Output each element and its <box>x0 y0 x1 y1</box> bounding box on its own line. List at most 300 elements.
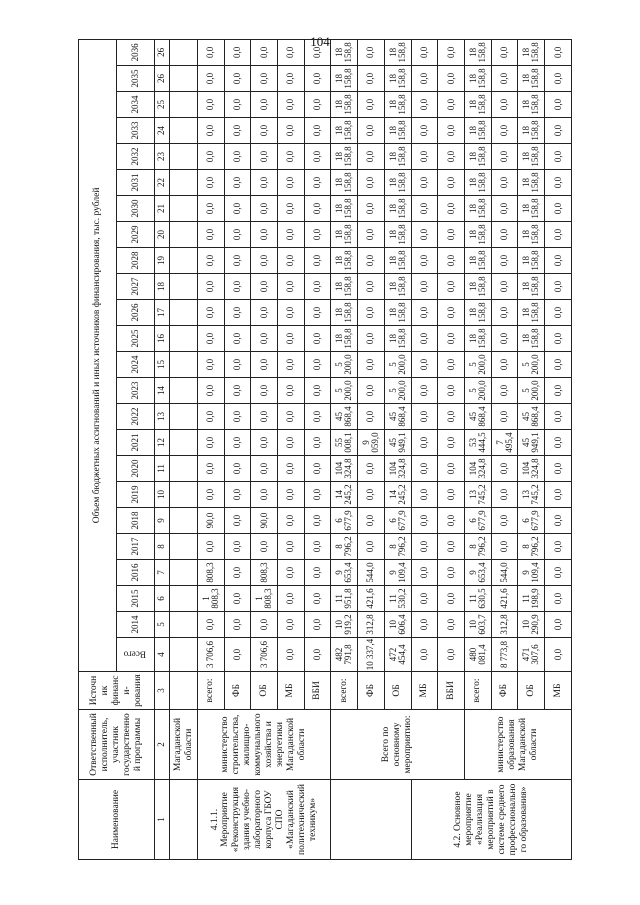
row-value <box>170 638 198 672</box>
row-value: 0,0 <box>224 66 251 92</box>
row-value: 8 796,2 <box>384 534 411 560</box>
row-value <box>170 482 198 508</box>
row-value: 0,0 <box>304 144 331 170</box>
header-col-number: 5 <box>154 612 170 638</box>
header-col-number: 12 <box>154 430 170 456</box>
row-value: 0,0 <box>438 378 465 404</box>
row-value: 0,0 <box>411 352 438 378</box>
row-value: 18 158,8 <box>384 39 411 65</box>
row-name: 4.2. Основное мероприятие «Реализация мероприятий в системе среднего профессионального образования» <box>411 780 571 860</box>
row-value: 808,3 <box>251 560 278 586</box>
row-value <box>170 612 198 638</box>
row-value: 0,0 <box>304 456 331 482</box>
row-value: 0,0 <box>278 638 305 672</box>
row-value: 0,0 <box>224 430 251 456</box>
row-value <box>170 144 198 170</box>
row-value: 0,0 <box>224 118 251 144</box>
row-value: 0,0 <box>304 118 331 144</box>
row-value: 0,0 <box>438 560 465 586</box>
row-value: 0,0 <box>545 118 572 144</box>
row-value: 0,0 <box>358 352 385 378</box>
row-value: 0,0 <box>491 170 518 196</box>
row-value: 0,0 <box>545 482 572 508</box>
row-value: 0,0 <box>358 118 385 144</box>
row-value <box>170 560 198 586</box>
row-value <box>170 118 198 144</box>
row-value: 9 109,4 <box>518 560 545 586</box>
row-value: 55 008,1 <box>331 430 358 456</box>
row-value: 0,0 <box>411 586 438 612</box>
row-value: 0,0 <box>278 326 305 352</box>
row-value: 0,0 <box>304 248 331 274</box>
row-value: 90,0 <box>197 508 224 534</box>
row-value: 808,3 <box>197 560 224 586</box>
row-value: 18 158,8 <box>518 326 545 352</box>
row-value: 0,0 <box>491 404 518 430</box>
row-value: 0,0 <box>224 638 251 672</box>
header-col-number: 16 <box>154 326 170 352</box>
row-value: 0,0 <box>545 508 572 534</box>
row-source: всего: <box>331 672 358 710</box>
row-value: 0,0 <box>251 222 278 248</box>
row-value: 0,0 <box>491 300 518 326</box>
header-col-number: 15 <box>154 352 170 378</box>
row-value: 18 158,8 <box>331 39 358 65</box>
row-source: ОБ <box>251 672 278 710</box>
row-value <box>170 456 198 482</box>
row-value: 0,0 <box>304 300 331 326</box>
header-col-number: 26 <box>154 66 170 92</box>
row-value: 18 158,8 <box>384 300 411 326</box>
row-value: 0,0 <box>358 508 385 534</box>
row-value: 0,0 <box>304 534 331 560</box>
header-year: 2033 <box>116 118 154 144</box>
row-value: 0,0 <box>411 92 438 118</box>
row-value: 0,0 <box>545 560 572 586</box>
row-value <box>170 248 198 274</box>
row-value: 0,0 <box>304 430 331 456</box>
row-value: 6 677,9 <box>384 508 411 534</box>
row-value: 5 200,0 <box>464 352 491 378</box>
row-value: 0,0 <box>251 66 278 92</box>
row-value: 0,0 <box>278 300 305 326</box>
row-value: 0,0 <box>545 586 572 612</box>
row-value <box>170 300 198 326</box>
header-col-number: 26 <box>154 39 170 65</box>
row-value: 0,0 <box>304 404 331 430</box>
row-name <box>331 780 411 860</box>
row-value: 6 677,9 <box>518 508 545 534</box>
row-value: 0,0 <box>278 404 305 430</box>
row-value: 0,0 <box>304 326 331 352</box>
row-value: 0,0 <box>304 222 331 248</box>
row-value: 0,0 <box>304 612 331 638</box>
row-value: 0,0 <box>438 118 465 144</box>
row-value: 0,0 <box>197 326 224 352</box>
header-year: 2017 <box>116 534 154 560</box>
row-value: 0,0 <box>438 430 465 456</box>
row-value <box>170 326 198 352</box>
header-col-number: 7 <box>154 560 170 586</box>
header-year: 2020 <box>116 456 154 482</box>
row-value: 0,0 <box>491 144 518 170</box>
row-value: 0,0 <box>251 248 278 274</box>
row-value: 0,0 <box>545 430 572 456</box>
row-value: 0,0 <box>491 222 518 248</box>
row-value: 8 796,2 <box>331 534 358 560</box>
row-value: 5 200,0 <box>464 378 491 404</box>
row-value: 0,0 <box>491 534 518 560</box>
row-value: 0,0 <box>304 66 331 92</box>
row-value: 0,0 <box>545 534 572 560</box>
row-value: 0,0 <box>545 39 572 65</box>
row-value: 9 653,4 <box>331 560 358 586</box>
row-value: 0,0 <box>545 92 572 118</box>
row-value: 13 745,2 <box>464 482 491 508</box>
row-value <box>170 508 198 534</box>
row-value: 0,0 <box>545 248 572 274</box>
row-value: 0,0 <box>224 222 251 248</box>
header-year: 2023 <box>116 378 154 404</box>
row-value: 0,0 <box>438 274 465 300</box>
row-value: 18 158,8 <box>518 144 545 170</box>
header-col-number: 25 <box>154 92 170 118</box>
row-value: 0,0 <box>197 248 224 274</box>
row-value: 0,0 <box>278 222 305 248</box>
row-value: 0,0 <box>251 196 278 222</box>
row-value: 0,0 <box>545 222 572 248</box>
row-value: 45 868,4 <box>518 404 545 430</box>
row-value: 18 158,8 <box>518 248 545 274</box>
header-col-number: 4 <box>154 638 170 672</box>
row-value: 0,0 <box>197 39 224 65</box>
header-year: 2031 <box>116 170 154 196</box>
header-year: 2025 <box>116 326 154 352</box>
row-name: 4.1.1. Мероприятие «Реконструкция здания учебно-лабораторного корпуса ГБОУ СПО «Магаданский политехнический техникум» <box>197 780 331 860</box>
row-source: всего: <box>464 672 491 710</box>
row-value: 11 198,9 <box>518 586 545 612</box>
row-value: 0,0 <box>251 482 278 508</box>
header-year: 2015 <box>116 586 154 612</box>
row-source: ФБ <box>358 672 385 710</box>
header-col-number: 21 <box>154 196 170 222</box>
row-value: 10 603,7 <box>464 612 491 638</box>
row-value: 10 337,4 <box>358 638 385 672</box>
row-value: 0,0 <box>197 222 224 248</box>
row-value: 7 495,4 <box>491 430 518 456</box>
row-value: 18 158,8 <box>518 118 545 144</box>
row-value: 0,0 <box>438 300 465 326</box>
row-value: 0,0 <box>411 196 438 222</box>
row-value: 480 081,4 <box>464 638 491 672</box>
row-value: 0,0 <box>197 352 224 378</box>
row-value: 0,0 <box>224 196 251 222</box>
row-value: 0,0 <box>224 300 251 326</box>
row-value: 0,0 <box>438 352 465 378</box>
header-year: 2016 <box>116 560 154 586</box>
row-value: 0,0 <box>251 118 278 144</box>
row-value: 0,0 <box>224 482 251 508</box>
row-value: 544,0 <box>358 560 385 586</box>
row-value: 11 530,2 <box>384 586 411 612</box>
header-col-number: 22 <box>154 170 170 196</box>
header-col-number: 8 <box>154 534 170 560</box>
row-value <box>170 586 198 612</box>
row-value: 0,0 <box>278 508 305 534</box>
row-value: 0,0 <box>251 404 278 430</box>
row-value: 0,0 <box>278 144 305 170</box>
row-value: 0,0 <box>545 326 572 352</box>
header-year: 2019 <box>116 482 154 508</box>
row-value: 18 158,8 <box>331 248 358 274</box>
row-source: ВБИ <box>438 672 465 710</box>
row-value: 0,0 <box>304 39 331 65</box>
row-value: 18 158,8 <box>331 300 358 326</box>
row-value: 0,0 <box>197 66 224 92</box>
row-value: 0,0 <box>411 144 438 170</box>
header-year: 2028 <box>116 248 154 274</box>
row-value: 0,0 <box>224 534 251 560</box>
row-value: 0,0 <box>197 196 224 222</box>
row-value: 0,0 <box>224 352 251 378</box>
row-value: 0,0 <box>197 378 224 404</box>
row-value: 18 158,8 <box>384 170 411 196</box>
row-value: 0,0 <box>411 612 438 638</box>
row-value: 0,0 <box>197 118 224 144</box>
row-value: 0,0 <box>411 248 438 274</box>
row-value: 18 158,8 <box>464 196 491 222</box>
row-value: 0,0 <box>491 92 518 118</box>
row-value: 312,8 <box>358 612 385 638</box>
row-value: 0,0 <box>358 222 385 248</box>
row-value: 0,0 <box>224 560 251 586</box>
row-value: 18 158,8 <box>331 222 358 248</box>
row-value: 0,0 <box>358 39 385 65</box>
row-value: 0,0 <box>545 66 572 92</box>
row-value: 0,0 <box>438 586 465 612</box>
row-value: 18 158,8 <box>518 222 545 248</box>
row-value: 18 158,8 <box>384 196 411 222</box>
row-value: 0,0 <box>304 586 331 612</box>
row-value: 0,0 <box>278 560 305 586</box>
row-value: 0,0 <box>251 326 278 352</box>
row-value: 1 808,3 <box>197 586 224 612</box>
row-value: 18 158,8 <box>464 170 491 196</box>
header-col-number: 23 <box>154 144 170 170</box>
row-value: 0,0 <box>545 456 572 482</box>
row-value: 5 200,0 <box>384 352 411 378</box>
row-value: 0,0 <box>251 144 278 170</box>
row-source: ФБ <box>491 672 518 710</box>
row-value: 0,0 <box>491 118 518 144</box>
row-value: 18 158,8 <box>518 170 545 196</box>
row-value <box>170 39 198 65</box>
row-value: 0,0 <box>224 248 251 274</box>
row-value: 8 773,8 <box>491 638 518 672</box>
row-source <box>170 672 198 710</box>
row-value <box>170 222 198 248</box>
row-source: ОБ <box>518 672 545 710</box>
row-value: 0,0 <box>438 92 465 118</box>
row-value: 0,0 <box>411 456 438 482</box>
row-source: МБ <box>278 672 305 710</box>
row-value: 0,0 <box>411 404 438 430</box>
header-year: 2027 <box>116 274 154 300</box>
row-value: 0,0 <box>304 170 331 196</box>
row-value: 0,0 <box>197 612 224 638</box>
row-value: 0,0 <box>251 352 278 378</box>
budget-table-rotated <box>78 40 572 860</box>
row-value: 0,0 <box>545 300 572 326</box>
row-value: 18 158,8 <box>384 248 411 274</box>
row-source: МБ <box>545 672 572 710</box>
row-value: 0,0 <box>545 274 572 300</box>
row-value: 18 158,8 <box>331 144 358 170</box>
row-value: 0,0 <box>411 300 438 326</box>
row-value: 421,6 <box>491 586 518 612</box>
row-value: 18 158,8 <box>464 66 491 92</box>
row-value <box>170 352 198 378</box>
row-value: 0,0 <box>197 456 224 482</box>
row-value: 0,0 <box>278 39 305 65</box>
row-value: 0,0 <box>224 326 251 352</box>
row-value: 0,0 <box>304 560 331 586</box>
row-value: 0,0 <box>278 352 305 378</box>
row-value: 0,0 <box>411 170 438 196</box>
row-value: 18 158,8 <box>331 274 358 300</box>
row-value: 45 949,1 <box>384 430 411 456</box>
row-value: 18 158,8 <box>331 196 358 222</box>
row-value <box>170 378 198 404</box>
header-col-number: 13 <box>154 404 170 430</box>
row-value: 104 324,8 <box>331 456 358 482</box>
row-value: 0,0 <box>411 66 438 92</box>
row-value: 45 868,4 <box>384 404 411 430</box>
header-year: 2030 <box>116 196 154 222</box>
row-value: 3 706,6 <box>251 638 278 672</box>
row-value: 18 158,8 <box>518 274 545 300</box>
row-value: 0,0 <box>545 170 572 196</box>
row-executor: министерство строительства, жилищно-коммунального хозяйства и энергетики Магаданской области <box>197 710 331 780</box>
row-value: 0,0 <box>251 170 278 196</box>
row-value: 90,0 <box>251 508 278 534</box>
row-source: всего: <box>197 672 224 710</box>
row-value: 18 158,8 <box>464 248 491 274</box>
row-value: 0,0 <box>224 144 251 170</box>
row-value: 0,0 <box>251 612 278 638</box>
row-value: 13 745,2 <box>518 482 545 508</box>
row-value: 0,0 <box>224 170 251 196</box>
row-value <box>170 92 198 118</box>
row-value: 0,0 <box>438 404 465 430</box>
row-value: 0,0 <box>438 482 465 508</box>
row-value: 5 200,0 <box>384 378 411 404</box>
row-value: 0,0 <box>251 300 278 326</box>
row-value: 0,0 <box>358 378 385 404</box>
row-value: 0,0 <box>278 248 305 274</box>
row-value: 0,0 <box>224 404 251 430</box>
row-value: 45 949,1 <box>518 430 545 456</box>
row-value: 9 109,4 <box>384 560 411 586</box>
row-value: 0,0 <box>411 274 438 300</box>
row-value: 0,0 <box>491 482 518 508</box>
row-value: 0,0 <box>438 196 465 222</box>
row-value: 18 158,8 <box>384 92 411 118</box>
row-source: ФБ <box>224 672 251 710</box>
row-value: 0,0 <box>251 534 278 560</box>
row-value: 1 808,3 <box>251 586 278 612</box>
row-value: 0,0 <box>304 274 331 300</box>
row-value <box>170 274 198 300</box>
header-col-number: 20 <box>154 222 170 248</box>
row-value: 53 444,5 <box>464 430 491 456</box>
header-year: 2029 <box>116 222 154 248</box>
header-col-number: 18 <box>154 274 170 300</box>
row-value: 45 868,4 <box>331 404 358 430</box>
row-value: 5 200,0 <box>518 352 545 378</box>
header-total: Всего <box>116 638 154 672</box>
row-value: 0,0 <box>278 456 305 482</box>
row-value: 472 454,4 <box>384 638 411 672</box>
row-value: 104 324,8 <box>384 456 411 482</box>
row-value: 0,0 <box>491 39 518 65</box>
row-value: 104 324,8 <box>518 456 545 482</box>
budget-table <box>78 39 572 860</box>
row-value: 18 158,8 <box>331 66 358 92</box>
row-value: 0,0 <box>251 456 278 482</box>
row-value: 0,0 <box>491 66 518 92</box>
row-value: 0,0 <box>545 378 572 404</box>
row-value: 0,0 <box>224 508 251 534</box>
row-value: 0,0 <box>411 326 438 352</box>
row-value: 0,0 <box>278 482 305 508</box>
row-value: 18 158,8 <box>518 92 545 118</box>
row-value: 0,0 <box>438 326 465 352</box>
row-value: 18 158,8 <box>464 144 491 170</box>
row-value: 18 158,8 <box>384 118 411 144</box>
row-value: 0,0 <box>411 118 438 144</box>
row-value: 18 158,8 <box>518 39 545 65</box>
row-value: 11 951,8 <box>331 586 358 612</box>
header-year: 2032 <box>116 144 154 170</box>
header-col-number: 24 <box>154 118 170 144</box>
row-value: 544,0 <box>491 560 518 586</box>
row-value: 18 158,8 <box>464 326 491 352</box>
row-value: 0,0 <box>545 638 572 672</box>
row-value: 0,0 <box>197 274 224 300</box>
row-value: 0,0 <box>491 326 518 352</box>
row-value: 0,0 <box>278 430 305 456</box>
row-value: 0,0 <box>251 378 278 404</box>
row-value: 18 158,8 <box>331 118 358 144</box>
row-value: 0,0 <box>278 92 305 118</box>
row-source: МБ <box>411 672 438 710</box>
row-value: 421,6 <box>358 586 385 612</box>
row-value: 18 158,8 <box>384 222 411 248</box>
row-value: 14 245,2 <box>331 482 358 508</box>
row-value <box>170 170 198 196</box>
row-value: 14 245,2 <box>384 482 411 508</box>
row-value: 18 158,8 <box>464 300 491 326</box>
header-col-number: 19 <box>154 248 170 274</box>
row-value: 9 653,4 <box>464 560 491 586</box>
row-value: 0,0 <box>438 456 465 482</box>
row-value: 0,0 <box>358 482 385 508</box>
header-col-number: 10 <box>154 482 170 508</box>
header-year: 2026 <box>116 300 154 326</box>
row-source: ОБ <box>384 672 411 710</box>
row-value: 11 630,5 <box>464 586 491 612</box>
